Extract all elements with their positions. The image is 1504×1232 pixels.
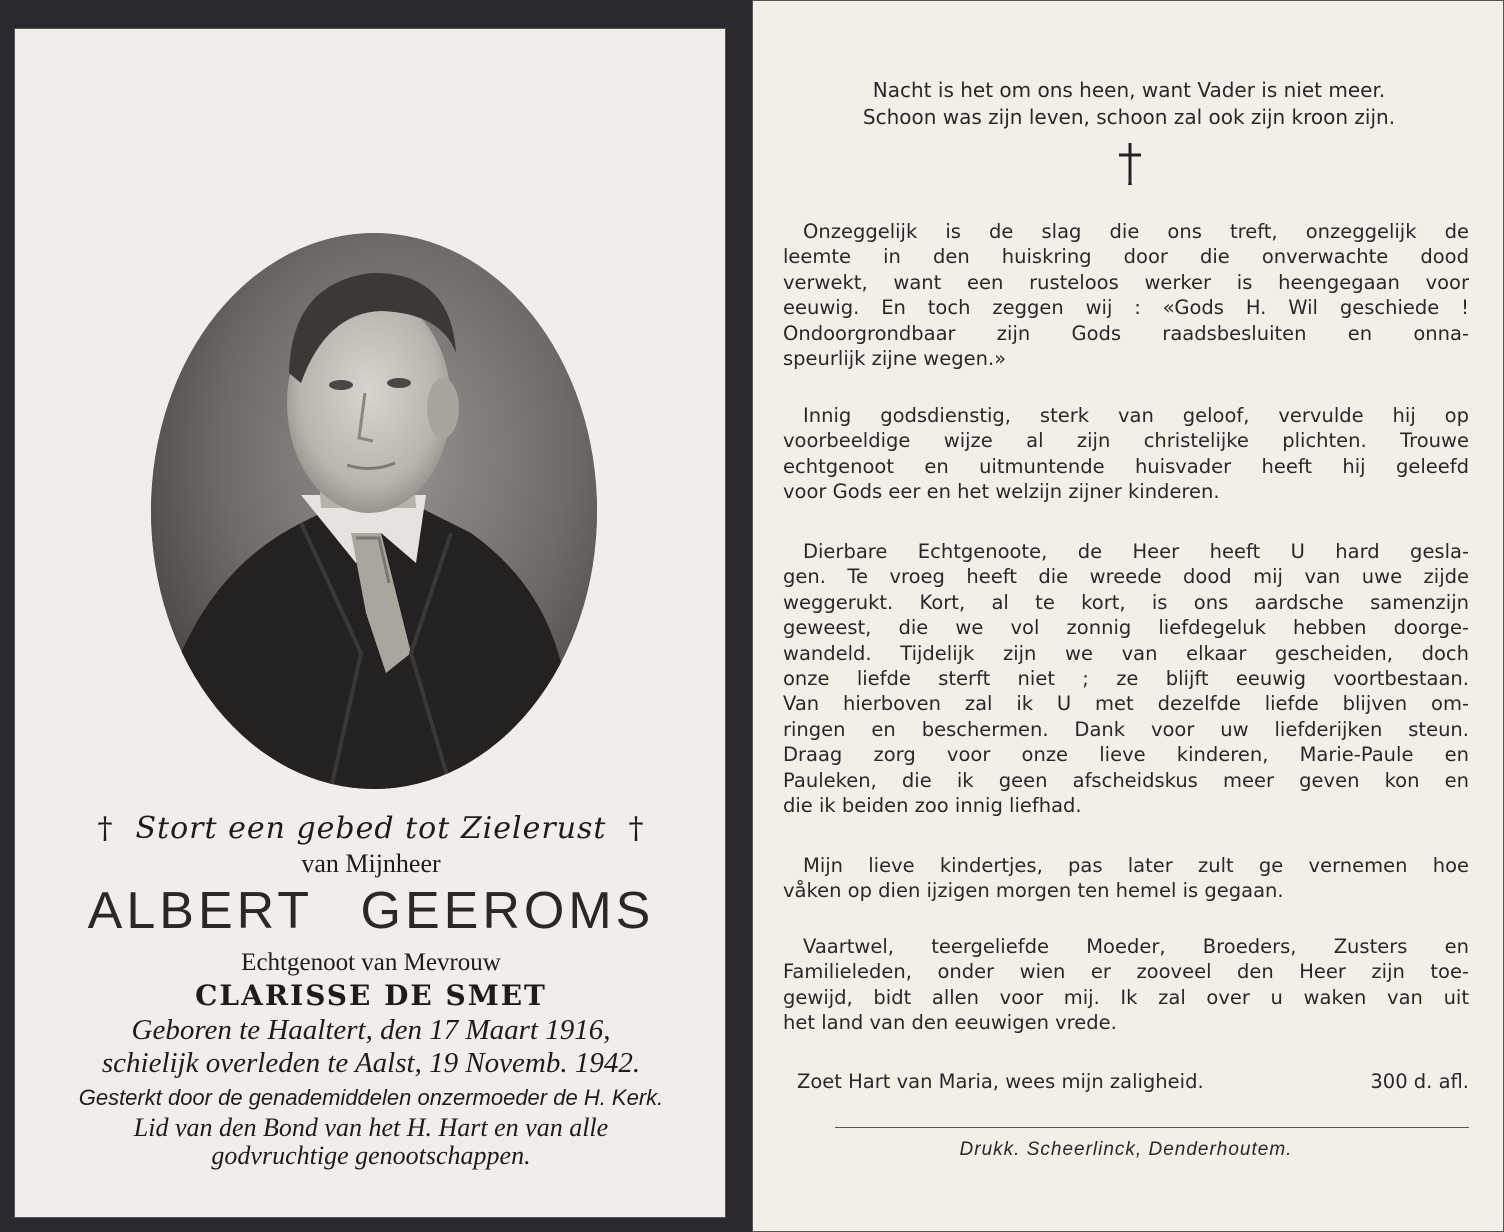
paragraph-line: ringen en beschermen. Dank voor uw liefderijken steun. <box>783 717 1469 741</box>
paragraph-line: Dierbare Echtgenoote, de Heer heeft U hard gesla- <box>803 540 1469 563</box>
paragraph-2 <box>783 403 1469 505</box>
paragraph-line: leemte in den huiskring door die onverwachte dood <box>783 245 1469 269</box>
paragraph-line: weggerukt. Kort, al te kort, is ons aardsche samenzijn <box>783 590 1469 614</box>
paragraph-line: voor Gods eer en het welzijn zijner kinderen. <box>783 480 1220 504</box>
verse-line: Schoon was zijn leven, schoon zal ook zijn kroon zijn. <box>862 105 1396 129</box>
bond-line: Lid van den Bond van het H. Hart en van alle <box>133 1113 609 1142</box>
title-label: van Mijnheer <box>301 849 441 878</box>
paragraph-line: Familieleden, onder wien er zooveel den Heer zijn toe- <box>783 960 1469 984</box>
paragraph-line: geweest, die we vol zonnig liefdegeluk hebben doorge- <box>783 616 1469 640</box>
paragraph-line: Onzeggelijk is de slag die ons treft, onzeggelijk de <box>803 220 1469 243</box>
paragraph-4 <box>783 853 1469 904</box>
paragraph-line: echtgenoot en uitmuntende huisvader heeft hij geleefd <box>783 454 1469 478</box>
paragraph-line: gewijd, bidt allen voor mij. Ik zal over u waken van uit <box>783 985 1469 1009</box>
birth-line: Geboren te Haaltert, den 17 Maart 1916, <box>131 1014 611 1046</box>
prayer-text: Stort een gebed tot Zielerust <box>135 811 607 846</box>
opening-verse <box>773 77 1485 131</box>
paragraph-line: gen. Te vroeg heeft die wreede dood mij van uwe zijde <box>783 565 1469 589</box>
divider <box>835 1127 1469 1128</box>
spouse-name: CLARISSE DE SMET <box>195 979 547 1012</box>
paragraph-line: wandeld. Tijdelijk zijn we van elkaar gescheiden, doch <box>783 641 1469 665</box>
paragraph-3 <box>783 539 1469 818</box>
portrait-illustration <box>151 233 597 789</box>
paragraph-line: Innig godsdienstig, sterk van geloof, vervulde hij op <box>803 404 1469 427</box>
memorial-card-back <box>752 0 1504 1232</box>
closing-prayer: Zoet Hart van Maria, wees mijn zaligheid. <box>797 1070 1204 1093</box>
paragraph-1 <box>783 219 1469 371</box>
spouse-label: Echtgenoot van Mevrouw <box>241 949 501 976</box>
paragraph-line: Pauleken, die ik geen afscheidskus meer geven kon en <box>783 768 1469 792</box>
portrait-photo <box>151 233 597 789</box>
paragraph-line: het land van den eeuwigen vrede. <box>783 1011 1117 1035</box>
closing-line <box>783 1069 1469 1094</box>
cross-icon: † <box>97 811 114 846</box>
dagger-cross-icon <box>1115 141 1145 187</box>
paragraph-line: Mijn lieve kindertjes, pas later zult ge vernemen hoe <box>803 854 1469 877</box>
printer-credit: Drukk. Scheerlinck, Denderhoutem. <box>959 1139 1293 1160</box>
paragraph-line: Ondoorgrondbaar zijn Gods raadsbesluiten en onna- <box>783 321 1469 345</box>
paragraph-line: eeuwig. En toch zeggen wij : «Gods H. Wil geschiede ! <box>783 296 1469 320</box>
paragraph-5 <box>783 934 1469 1036</box>
memorial-card-front <box>14 28 726 1218</box>
paragraph-line: Draag zorg voor onze lieve kinderen, Marie-Paule en <box>783 743 1469 767</box>
death-line: schielijk overleden te Aalst, 19 Novemb. 1942. <box>101 1047 641 1079</box>
paragraph-line: onze liefde sterft niet ; ze blijft eeuwig voortbestaan. <box>783 667 1469 691</box>
sacraments-line: Gesterkt door de genademiddelen onzermoeder de H. Kerk. <box>78 1085 664 1110</box>
paragraph-line: voorbeeldige wijze al zijn christelijke plichten. Trouwe <box>783 429 1469 453</box>
verse-line: Nacht is het om ons heen, want Vader is niet meer. <box>872 78 1386 102</box>
paragraph-line: die ik beiden zoo innig liefhad. <box>783 794 1082 818</box>
cross-icon: † <box>628 811 645 846</box>
paragraph-line: speurlijk zijne wegen.» <box>783 347 1007 371</box>
prayer-line <box>15 811 727 846</box>
societies-line: godvruchtige genootschappen. <box>211 1141 531 1170</box>
paragraph-line: Vaartwel, teergeliefde Moeder, Broeders, Zusters en <box>803 935 1469 958</box>
indulgence-note: 300 d. afl. <box>1370 1070 1469 1093</box>
paragraph-line: Van hierboven zal ik U met dezelfde liefde blijven om- <box>783 692 1469 716</box>
paragraph-line: våken op dien ijzigen morgen ten hemel is gegaan. <box>783 879 1284 903</box>
deceased-name: ALBERT GEEROMS <box>87 882 655 940</box>
paragraph-line: verwekt, want een rusteloos werker is heengegaan voor <box>783 270 1469 294</box>
